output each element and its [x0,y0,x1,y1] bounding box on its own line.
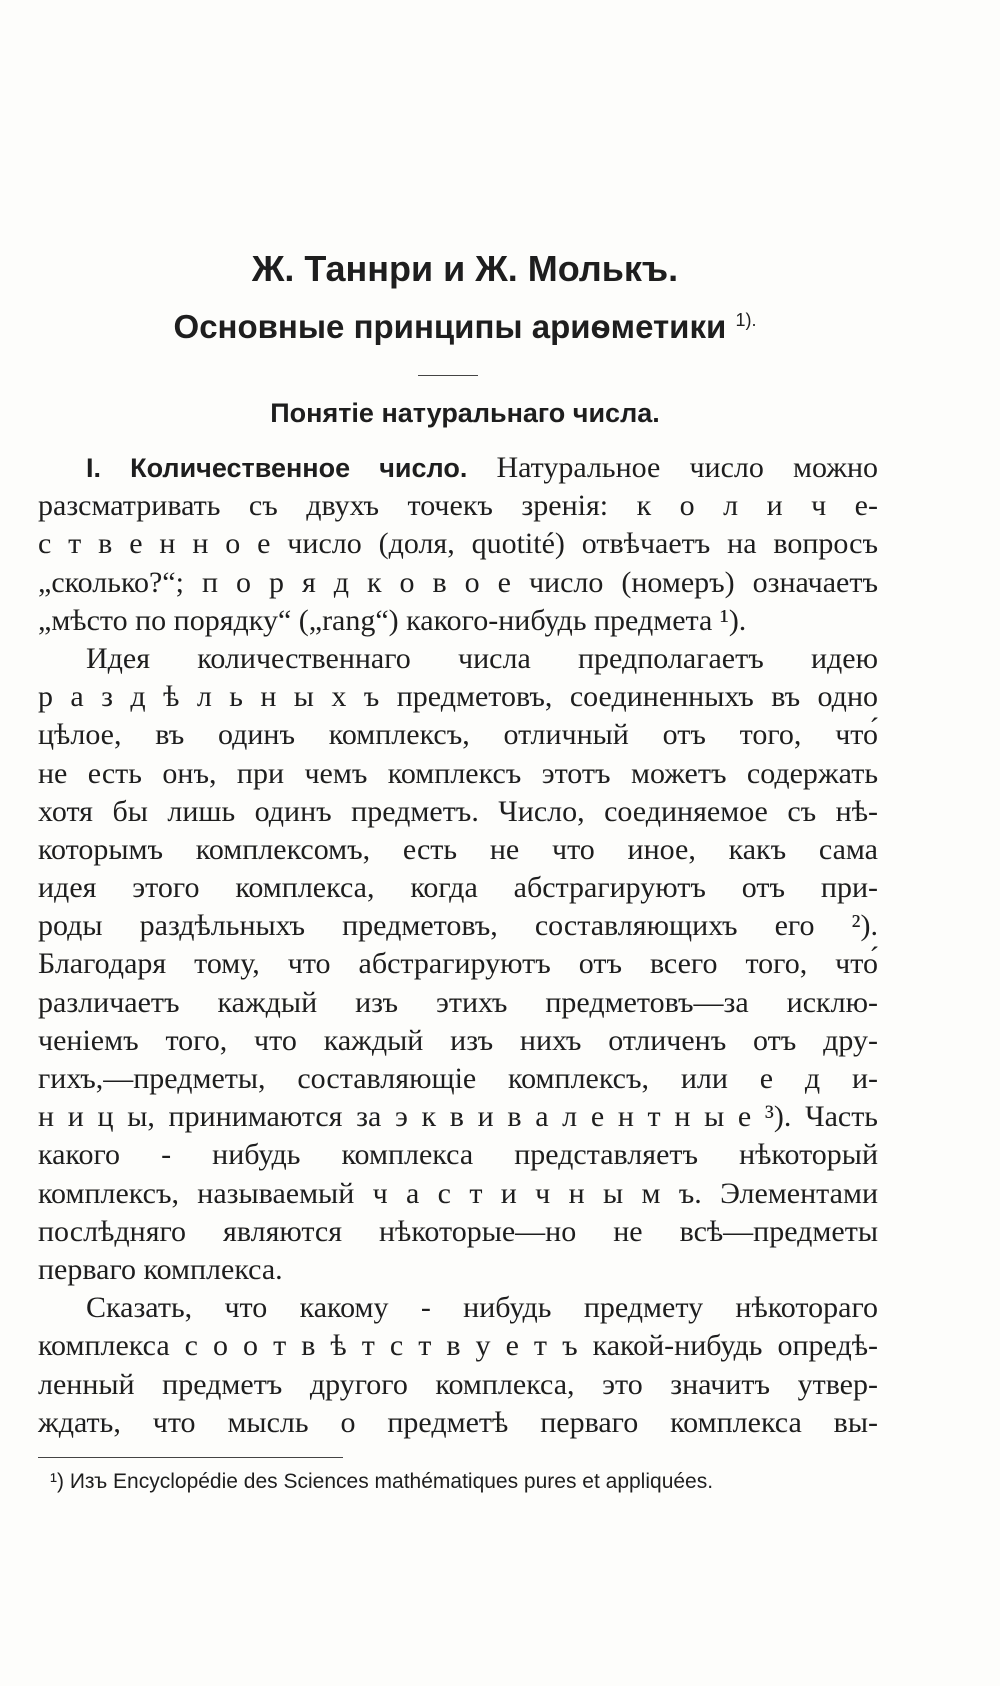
text-line [38,831,878,869]
footnote-ref: 1). [735,310,757,330]
line-text: комплексъ, называемый ч а с т и ч н ы м ъ. Элементами [38,1176,878,1210]
line-text: ленный предметъ другого комплекса, это значитъ утвер- [38,1367,878,1401]
line-text: разсматривать съ двухъ точекъ зренія: к о л и ч е- [38,489,878,523]
line-text: ченіемъ того, что каждый изъ нихъ отличенъ отъ дру- [38,1023,878,1057]
text-line [38,640,878,678]
line-text: Идея количественнаго числа предполагаетъ идею [86,641,878,675]
line-text: Сказать, что какому - нибудь предмету нѣкотораго [86,1291,878,1325]
text-line [38,793,878,831]
text-line [38,1404,878,1442]
line-text: хотя бы лишь одинъ предметъ. Число, соединяемое съ нѣ- [38,794,878,828]
line-text: не есть онъ, при чемъ комплексъ этотъ можетъ содержать [38,756,878,790]
line-text: Натуральное число можно [496,451,879,484]
text-line [38,678,878,716]
line-text: идея этого комплекса, когда абстрагируютъ отъ при- [38,871,878,905]
line-text: „сколько?“; п о р я д к о в о е число (номеръ) означаетъ [38,565,878,599]
text-line [38,1327,878,1365]
text-line [38,716,878,754]
text-line [38,1289,878,1327]
text-line [38,1098,878,1136]
text-line [38,869,878,907]
line-text: цѣлое, въ одинъ комплексъ, отличный отъ того, что́ [38,718,878,752]
text-line [38,1175,878,1213]
text-line [38,564,878,602]
line-text: послѣдняго являются нѣкоторые—но не всѣ—предметы [38,1214,878,1248]
footnote-divider [38,1457,343,1458]
authors-heading: Ж. Таннри и Ж. Молькъ. [251,248,679,289]
line-text: роды раздѣльныхъ предметовъ, составляющихъ его ²). [38,909,878,943]
line-text: какого - нибудь комплекса представляетъ нѣкоторый [38,1138,878,1172]
line-text: с т в е н н о е число (доля, quotité) отвѣчаетъ на вопросъ [38,527,878,561]
text-line [38,487,878,525]
text-line [38,602,878,640]
line-text: р а з д ѣ л ь н ы х ъ предметовъ, соединенныхъ въ одно [38,680,878,714]
article-title-text: Основные принципы ариѳметики [173,308,727,345]
text-line [38,1060,878,1098]
text-line [38,1366,878,1404]
text-line [38,907,878,945]
line-text: комплекса с о о т в ѣ т с т в у е т ъ какой-нибудь опредѣ- [38,1329,878,1363]
text-line [38,1022,878,1060]
line-text: н и ц ы, принимаются за э к в и в а л е н т н ы е ³). Часть [38,1100,878,1134]
text-line [38,1136,878,1174]
text-line [38,984,878,1022]
line-text: ждать, что мысль о предметѣ перваго комплекса вы- [38,1405,878,1439]
text-line [38,1251,878,1289]
lead-label: I. Количественное число. [86,453,468,483]
body-text [38,449,878,1442]
line-text: Благодаря тому, что абстрагируютъ отъ всего того, что́ [38,947,878,981]
line-text: перваго комплекса. [38,1252,283,1286]
line-text: различаетъ каждый изъ этихъ предметовъ—за исклю- [38,985,878,1019]
text-line [38,1213,878,1251]
section-heading: Понятіе натуральнаго числа. [270,398,660,428]
text-line [38,945,878,983]
line-text: которымъ комплексомъ, есть не что иное, какъ сама [38,832,878,866]
title-divider [418,375,478,376]
footnote: ¹) Изъ Encyclopédie des Sciences mathématiques pures et appliquées. [50,1470,714,1493]
text-line [38,449,878,487]
text-line [38,525,878,563]
line-text: гихъ,—предметы, составляющіе комплексъ, или е д и- [38,1062,878,1095]
line-text: „мѣсто по порядку“ („rang“) какого-нибудь предмета ¹). [38,603,747,637]
article-title [0,308,930,346]
text-line [38,755,878,793]
